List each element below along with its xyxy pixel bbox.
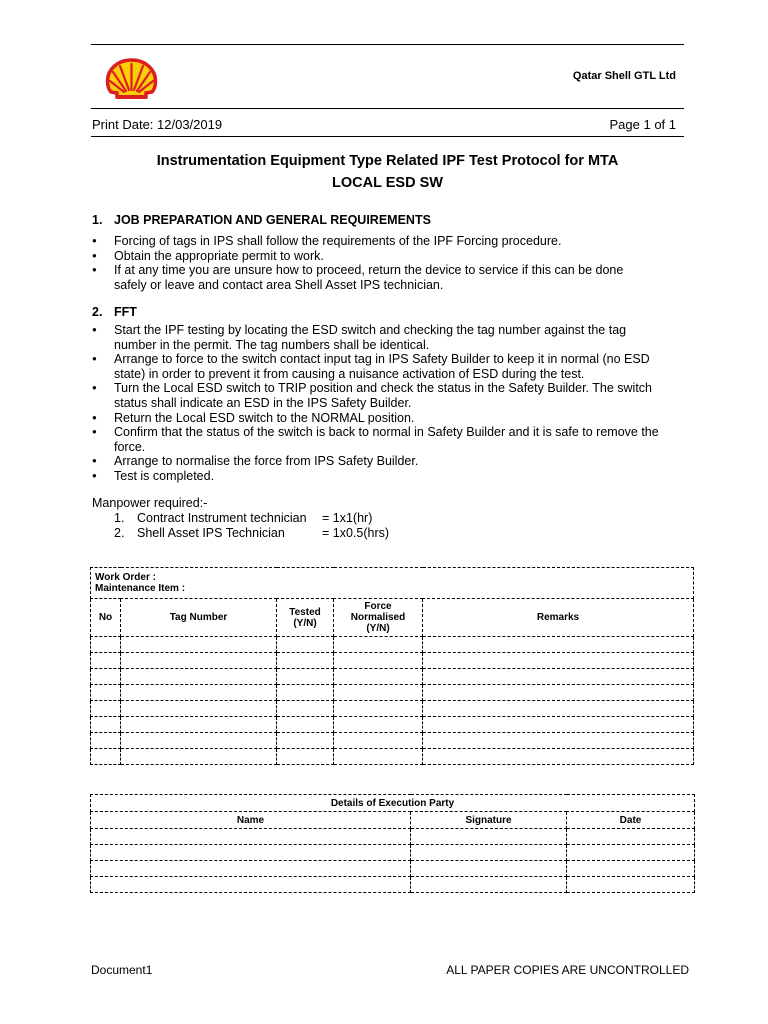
table-cell[interactable] — [334, 685, 423, 701]
footer-document-name: Document1 — [91, 963, 153, 977]
table-cell[interactable] — [121, 685, 277, 701]
document-title: Instrumentation Equipment Type Related IPF Test Protocol for MTA — [156, 153, 619, 169]
manpower-item-number: 1. — [114, 511, 125, 525]
table-row — [91, 845, 695, 861]
table-cell[interactable] — [91, 653, 121, 669]
manpower-item-number: 2. — [114, 526, 125, 540]
table-cell[interactable] — [277, 685, 334, 701]
table-row — [91, 749, 694, 765]
col-force-normalised — [334, 599, 423, 637]
table-cell[interactable] — [423, 669, 694, 685]
table-cell[interactable] — [277, 653, 334, 669]
table-cell[interactable] — [423, 637, 694, 653]
section-2-bullets — [92, 323, 692, 484]
table-cell[interactable] — [121, 669, 277, 685]
table-row — [91, 637, 694, 653]
col-name: Name — [91, 812, 411, 829]
table-cell[interactable] — [567, 861, 695, 877]
col-force-line: (Y/N) — [366, 623, 390, 634]
col-remarks: Remarks — [423, 599, 694, 637]
table-cell[interactable] — [91, 733, 121, 749]
table-cell[interactable] — [411, 861, 567, 877]
table-cell[interactable] — [91, 861, 411, 877]
table-cell[interactable] — [121, 653, 277, 669]
execution-party-table — [90, 794, 695, 893]
manpower-item-role: Contract Instrument technician — [137, 511, 307, 525]
table-cell[interactable] — [121, 733, 277, 749]
table-cell[interactable] — [423, 717, 694, 733]
table-cell[interactable] — [91, 749, 121, 765]
manpower-label: Manpower required:- — [92, 496, 208, 510]
table-cell[interactable] — [277, 717, 334, 733]
table-cell[interactable] — [91, 877, 411, 893]
table-cell[interactable] — [423, 685, 694, 701]
table-row — [91, 685, 694, 701]
shell-pecten-icon — [104, 57, 159, 103]
table-cell[interactable] — [334, 733, 423, 749]
table-cell[interactable] — [91, 669, 121, 685]
col-force-line: Force — [364, 601, 392, 612]
table-cell[interactable] — [91, 717, 121, 733]
table-header-row — [91, 599, 694, 637]
section-1-heading — [92, 213, 431, 227]
table-cell[interactable] — [334, 653, 423, 669]
table-cell[interactable] — [121, 701, 277, 717]
document-subtitle: LOCAL ESD SW — [332, 175, 443, 191]
manpower-item-quantity: = 1x1(hr) — [322, 511, 373, 525]
table-row — [91, 829, 695, 845]
work-order-cell — [91, 568, 694, 599]
col-date: Date — [567, 812, 695, 829]
table-cell[interactable] — [91, 701, 121, 717]
list-item: ● If at any time you are unsure how to proceed, return the device to service if this can be done safely or leave and contact area Shell Asset IPS technician. — [92, 263, 692, 292]
table-cell[interactable] — [423, 653, 694, 669]
col-force-line: Normalised — [350, 612, 406, 623]
col-tested-line: (Y/N) — [293, 617, 317, 629]
list-item: ● Return the Local ESD switch to the NORMAL position. — [92, 411, 692, 426]
list-item: ● Start the IPF testing by locating the ESD switch and checking the tag number against the tag number in the permit. The tag numbers shall be identical. — [92, 323, 692, 352]
list-item: ● Obtain the appropriate permit to work. — [92, 249, 692, 264]
manpower-item-quantity: = 1x0.5(hrs) — [322, 526, 390, 540]
list-item: ● Test is completed. — [92, 469, 692, 484]
list-item: ● Forcing of tags in IPS shall follow the requirements of the IPF Forcing procedure. — [92, 234, 692, 249]
table-cell[interactable] — [334, 701, 423, 717]
col-tag-number: Tag Number — [121, 599, 277, 637]
table-header-row — [91, 812, 695, 829]
header-bottom-rule — [91, 108, 684, 109]
table-row — [91, 717, 694, 733]
col-no: No — [91, 599, 121, 637]
test-record-table — [90, 567, 694, 765]
table-cell[interactable] — [567, 845, 695, 861]
section-2-number: 2. — [92, 305, 103, 319]
section-1-title: JOB PREPARATION AND GENERAL REQUIREMENTS — [114, 213, 431, 227]
table-cell[interactable] — [277, 637, 334, 653]
table-row — [91, 669, 694, 685]
table-cell[interactable] — [91, 845, 411, 861]
execution-party-title: Details of Execution Party — [91, 795, 695, 812]
company-name: Qatar Shell GTL Ltd — [572, 70, 676, 82]
header-top-rule — [91, 44, 684, 45]
table-row — [91, 653, 694, 669]
print-date: Print Date: 12/03/2019 — [92, 117, 223, 132]
footer-disclaimer: ALL PAPER COPIES ARE UNCONTROLLED — [446, 963, 689, 977]
work-order-label: Work Order : — [95, 572, 156, 583]
table-cell[interactable] — [334, 637, 423, 653]
col-tested-line: Tested — [289, 606, 321, 618]
table-cell[interactable] — [277, 669, 334, 685]
table-row — [91, 701, 694, 717]
section-2-title: FFT — [114, 305, 137, 319]
section-1-number: 1. — [92, 213, 103, 227]
table-cell[interactable] — [411, 829, 567, 845]
section-2-heading — [92, 305, 137, 319]
manpower-item-role: Shell Asset IPS Technician — [137, 526, 285, 540]
table-cell[interactable] — [91, 829, 411, 845]
list-item: ● Confirm that the status of the switch is back to normal in Safety Builder and it is safe to remove the force. — [92, 425, 692, 454]
list-item: ● Turn the Local ESD switch to TRIP position and check the status in the Safety Builder. The switch status shall indicate an ESD in the IPS Safety Builder. — [92, 381, 692, 410]
maintenance-item-label: Maintenance Item : — [95, 583, 186, 594]
table-cell[interactable] — [91, 685, 121, 701]
table-cell[interactable] — [334, 717, 423, 733]
table-cell[interactable] — [277, 733, 334, 749]
table-cell[interactable] — [334, 749, 423, 765]
col-tested — [277, 599, 334, 637]
table-cell[interactable] — [121, 637, 277, 653]
list-item: ● Arrange to force to the switch contact input tag in IPS Safety Builder to keep it in normal (no ESD state) in order to prevent it from causing a nuisance activation of ESD during the test. — [92, 352, 692, 381]
table-cell[interactable] — [334, 669, 423, 685]
table-cell[interactable] — [423, 749, 694, 765]
table-cell[interactable] — [567, 877, 695, 893]
table-cell[interactable] — [91, 637, 121, 653]
table-row — [91, 877, 695, 893]
table-cell[interactable] — [411, 845, 567, 861]
table-cell[interactable] — [121, 717, 277, 733]
table-row — [91, 733, 694, 749]
table-row — [91, 861, 695, 877]
table-cell[interactable] — [423, 733, 694, 749]
col-signature: Signature — [411, 812, 567, 829]
table-title-row — [91, 795, 695, 812]
section-1-bullets — [92, 234, 692, 292]
table-cell[interactable] — [277, 749, 334, 765]
table-cell[interactable] — [567, 829, 695, 845]
table-cell[interactable] — [121, 749, 277, 765]
table-cell[interactable] — [423, 701, 694, 717]
table-cell[interactable] — [277, 701, 334, 717]
table-cell[interactable] — [411, 877, 567, 893]
subheader-rule — [91, 136, 684, 137]
list-item: ● Arrange to normalise the force from IPS Safety Builder. — [92, 454, 692, 469]
page-number: Page 1 of 1 — [609, 117, 676, 132]
